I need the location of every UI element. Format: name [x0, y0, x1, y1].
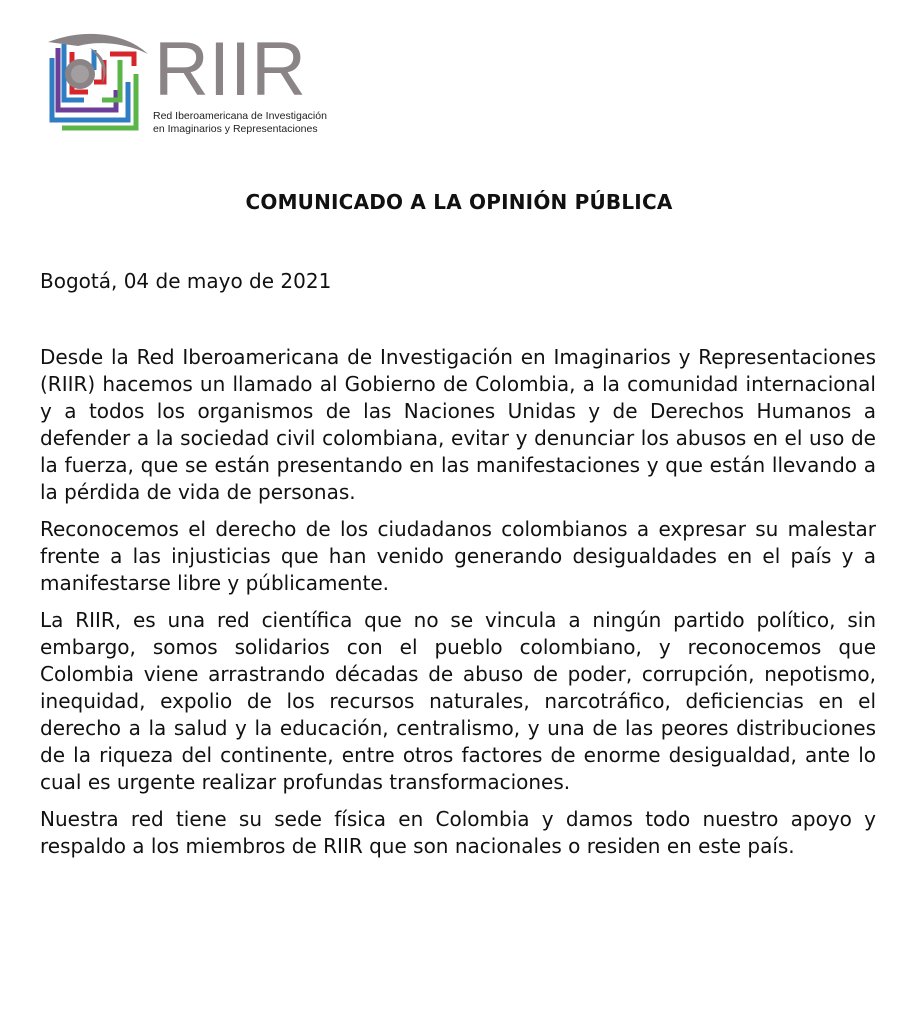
paragraph-4: Nuestra red tiene su sede física en Colombia y damos todo nuestro apoyo y respaldo a los miembros de RIIR que son nacionales o residen en este país. [40, 807, 876, 858]
logo-wordmark: RIIR [154, 27, 306, 112]
paragraph-3: La RIIR, es una red científica que no se vincula a ningún partido político, sin embargo, somos solidarios con el pueblo colombiano, y reconocemos que Colombia viene arrastrando décadas de abuso de poder, corrupción, nepotismo, inequidad, expolio de los recursos naturales, narcotráfico, deficiencias en el derecho a la salud y la educación, centralismo, y una de las peores distribuciones de la riqueza del continente, entre otros factores de enorme desigualdad, ante lo cual es urgente realizar profundas transformaciones. [40, 608, 876, 794]
paragraph-1: Desde la Red Iberoamericana de Investigación en Imaginarios y Representaciones (RIIR) hacemos un llamado al Gobierno de Colombia, a la comunidad internacional y a todos los organismos de las Naciones Unidas y de Derechos Humanos a defender a la sociedad civil colombiana, evitar y denunciar los abusos en el uso de la fuerza, que se están presentando en las manifestaciones y que están llevando a la pérdida de vida de personas. [40, 345, 876, 504]
logo-subtitle [153, 110, 327, 136]
logo-subtitle-line-2: en Imaginarios y Representaciones [153, 123, 318, 135]
logo-subtitle-line-1: Red Iberoamericana de Investigación [153, 110, 327, 122]
riir-logo [44, 27, 344, 140]
paragraph-2: Reconocemos el derecho de los ciudadanos colombianos a expresar su malestar frente a las injusticias que han venido generando desigualdades en el país y a manifestarse libre y públicamente. [40, 517, 876, 595]
riir-logo-mark-icon [44, 30, 154, 136]
document-title: COMUNICADO A LA OPINIÓN PÚBLICA [245, 190, 673, 214]
document-body [40, 344, 876, 870]
document-date: Bogotá, 04 de mayo de 2021 [40, 269, 332, 293]
